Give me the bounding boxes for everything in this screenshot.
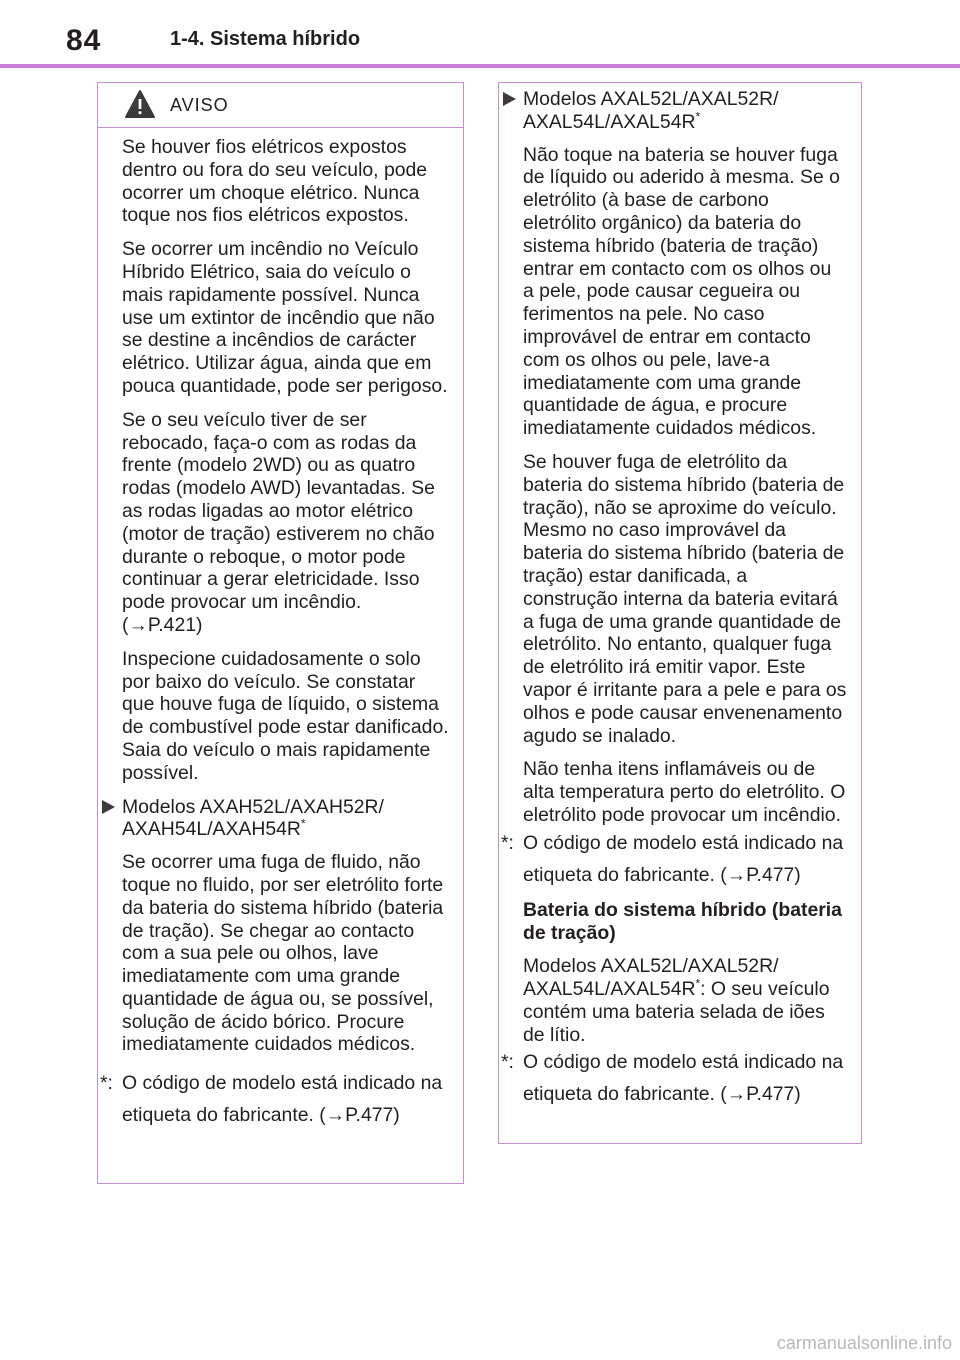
- right-panel: [498, 82, 862, 1144]
- page-number: 84: [66, 24, 102, 57]
- axal-models-heading: Modelos AXAL52L/AXAL52R/ AXAL54L/AXAL54R: [523, 88, 779, 133]
- warning-paragraph: Inspecione cuidadosamente o solo por baixo do veículo. Se constatar que houve fuga de líquido, o sistema de combustível pode estar danificado. Saia do veículo o mais rapidamente possível.: [122, 647, 449, 784]
- page-reference-link[interactable]: (→P.421): [122, 613, 203, 636]
- bullet-triangle-icon: [503, 92, 516, 106]
- warning-triangle-icon: [124, 89, 156, 119]
- warning-content: [98, 127, 463, 1139]
- footnote-text: O código de modelo está indicado na etiqueta do fabricante. (→P.477): [523, 1051, 844, 1106]
- warning-paragraph: Se houver fios elétricos expostos dentro ou fora do seu veículo, pode ocorrer um choque elétrico. Nunca toque nos fios elétricos expostos.: [122, 136, 428, 227]
- axal-paragraph: Não tenha itens inflamáveis ou de alta temperatura perto do eletrólito. O eletrólito pode provocar um incêndio.: [523, 758, 846, 826]
- footnote-star: *:: [100, 1072, 113, 1095]
- axah-models-item: [102, 796, 449, 842]
- footnote: [499, 827, 847, 891]
- battery-models: Modelos AXAL52L/AXAL52R/ AXAL54L/AXAL54R: [523, 955, 779, 1001]
- axal-paragraph: Não toque na bateria se houver fuga de líquido ou aderido à mesma. Se o eletrólito (à base de carbono eletrólito orgânico) da bateria do sistema híbrido (bateria de tração) entrar em contacto com os olhos ou a pele, pode causar cegueira ou ferimentos na pele. No caso improvável de entrar em contacto com os olhos ou pele, lave-a imediatamente com uma grande quantidade de água, e procure imediatamente cuidados médicos.: [523, 143, 840, 440]
- footnote: [499, 1046, 847, 1110]
- watermark: carmanualsonline.info: [776, 1333, 952, 1353]
- footnote: [98, 1067, 449, 1131]
- footnote-text: O código de modelo está indicado na etiqueta do fabricante. (→P.477): [122, 1072, 443, 1127]
- warning-title: AVISO: [170, 95, 229, 115]
- footnote-marker: *: [695, 109, 701, 124]
- axal-paragraph: Se houver fuga de eletrólito da bateria do sistema híbrido (bateria de tração), não se aproxime do veículo. Mesmo no caso improvável da bateria do sistema híbrido (bateria de tração) estar danificada, a construção interna da bateria evitará a fuga de uma grande quantidade de eletrólito. No entanto, qualquer fuga de eletrólito irá emitir vapor. Este vapor é irritante para a pele e para os olhos e pode causar envenenamento agudo se inalado.: [523, 450, 847, 747]
- battery-text: : O seu veículo contém uma bateria selada de iões de lítio.: [523, 978, 830, 1046]
- warning-paragraph: [122, 409, 449, 637]
- footnote-star: *:: [501, 831, 514, 854]
- footnote-star: *:: [501, 1051, 514, 1074]
- warning-paragraph: Se ocorrer um incêndio no Veículo Híbrido Elétrico, saia do veículo o mais rapidamente possível. Nunca use um extintor de incêndio que não se destine a incêndios de carácter elétrico. Utilizar água, ainda que em pouca quantidade, pode ser perigoso.: [122, 238, 448, 397]
- header-rule: [0, 64, 960, 68]
- footnote-marker: *: [695, 976, 701, 991]
- warning-header: [98, 83, 463, 128]
- axah-models-text: Se ocorrer uma fuga de fluido, não toque no fluido, por ser eletrólito forte da bateria do sistema híbrido (bateria de tração). Se chegar ao contacto com a sua pele ou olhos, lave imediatamente com uma grande quantidade de água ou, se possível, solução de ácido bórico. Procure imediatamente cuidados médicos.: [122, 851, 444, 1056]
- warning-panel: [97, 82, 464, 1184]
- page-header: [0, 0, 960, 70]
- warning-paragraph-text: Se o seu veículo tiver de ser rebocado, faça-o com as rodas da frente (modelo 2WD) ou as quatro rodas (modelo AWD) levantadas. Se as rodas ligadas ao motor elétrico (motor de tração) estiverem no chão durante o reboque, o motor pode continuar a gerar eletricidade. Isso pode provocar um incêndio.: [122, 408, 435, 614]
- right-content: [499, 83, 861, 1118]
- battery-heading: Bateria do sistema híbrido (bateria de tração): [523, 898, 842, 944]
- bullet-triangle-icon: [102, 800, 115, 814]
- section-title: 1-4. Sistema híbrido: [170, 28, 361, 50]
- footnote-text: O código de modelo está indicado na etiqueta do fabricante. (→P.477): [523, 831, 844, 886]
- battery-paragraph: [523, 955, 847, 1046]
- axah-models-heading: Modelos AXAH52L/AXAH52R/ AXAH54L/AXAH54R: [122, 795, 384, 841]
- footnote-marker: *: [300, 816, 306, 831]
- axal-models-item: [503, 88, 847, 134]
